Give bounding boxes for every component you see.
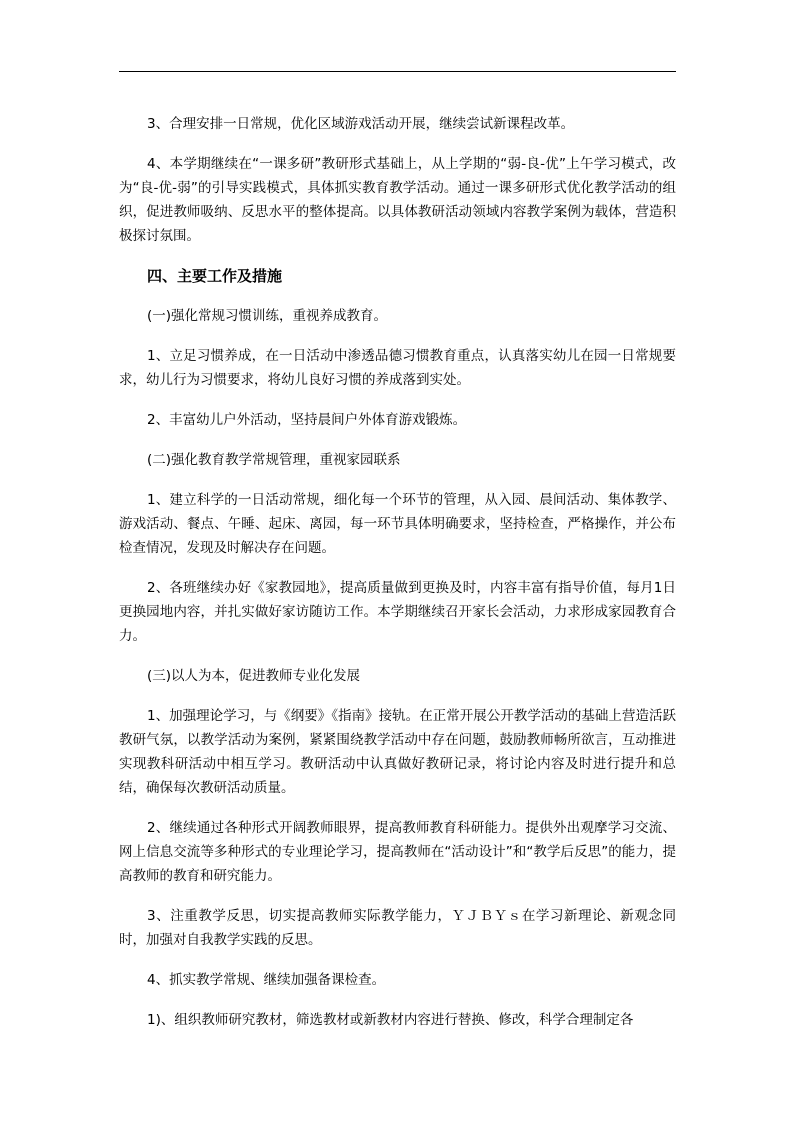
paragraph-routine-2: 2、各班继续办好《家教园地》，提高质量做到更换及时，内容丰富有指导价值，每月1日更换园地内容，并扎实做好家访随访工作。本学期继续召开家长会活动，力求形成家园教育合力。 <box>119 580 676 644</box>
paragraph-teacher-4: 4、抓实教学常规、继续加强备课检查。 <box>147 972 386 988</box>
paragraph-habit-1: 1、立足习惯养成，在一日活动中渗透品德习惯教育重点，认真落实幼儿在园一日常规要求，幼儿行为习惯要求，将幼儿良好习惯的养成落到实处。 <box>119 348 676 388</box>
subsection-title-2: (二)强化教育教学常规管理，重视家园联系 <box>147 452 401 468</box>
paragraph-teacher-1: 1、加强理论学习，与《纲要》《指南》接轨。在正常开展公开教学活动的基础上营造活跃教研气氛，以教学活动为案例，紧紧围绕教学活动中存在问题，鼓励教师畅所欲言，互动推进实现教科研活动中相互学习。教研活动中认真做好教研记录，将讨论内容及时进行提升和总结，确保每次教研活动质量。 <box>119 708 676 796</box>
paragraph-teacher-4-1: 1)、组织教师研究教材，筛选教材或新教材内容进行替换、修改，科学合理制定各 <box>147 1012 634 1028</box>
subsection-title-1: (一)强化常规习惯训练，重视养成教育。 <box>147 308 388 324</box>
section-heading: 四、主要工作及措施 <box>147 267 283 285</box>
paragraph-teacher-2: 2、继续通过各种形式开阔教师眼界，提高教师教育科研能力。提供外出观摩学习交流、网上信息交流等多种形式的专业理论学习，提高教师在“活动设计”和“教学后反思”的能力，提高教师的教育和研究能力。 <box>119 820 676 884</box>
paragraph-routine-1: 1、建立科学的一日活动常规，细化每一个环节的管理，从入园、晨间活动、集体教学、游戏活动、餐点、午睡、起床、离园，每一环节具体明确要求，坚持检查，严格操作，并公布检查情况，发现及时解决存在问题。 <box>119 492 676 556</box>
document-body <box>119 112 676 1032</box>
paragraph-habit-2: 2、丰富幼儿户外活动，坚持晨间户外体育游戏锻炼。 <box>147 412 467 428</box>
paragraph-item-4: 4、本学期继续在“一课多研”教研形式基础上，从上学期的“弱-良-优”上午学习模式，改为“良-优-弱”的引导实践模式，具体抓实教育教学活动。通过一课多研形式优化教学活动的组织，促进教师吸纳、反思水平的整体提高。以具体教研活动领域内容教学案例为载体，营造积极探讨氛围。 <box>119 156 676 244</box>
paragraph-teacher-3: 3、注重教学反思，切实提高教师实际教学能力，ＹＪＢＹｓ在学习新理论、新观念同时，加强对自我教学实践的反思。 <box>119 908 676 948</box>
subsection-title-3: (三)以人为本，促进教师专业化发展 <box>147 668 361 684</box>
header-rule <box>119 71 676 72</box>
paragraph-item-3: 3、合理安排一日常规，优化区域游戏活动开展，继续尝试新课程改革。 <box>147 116 575 132</box>
